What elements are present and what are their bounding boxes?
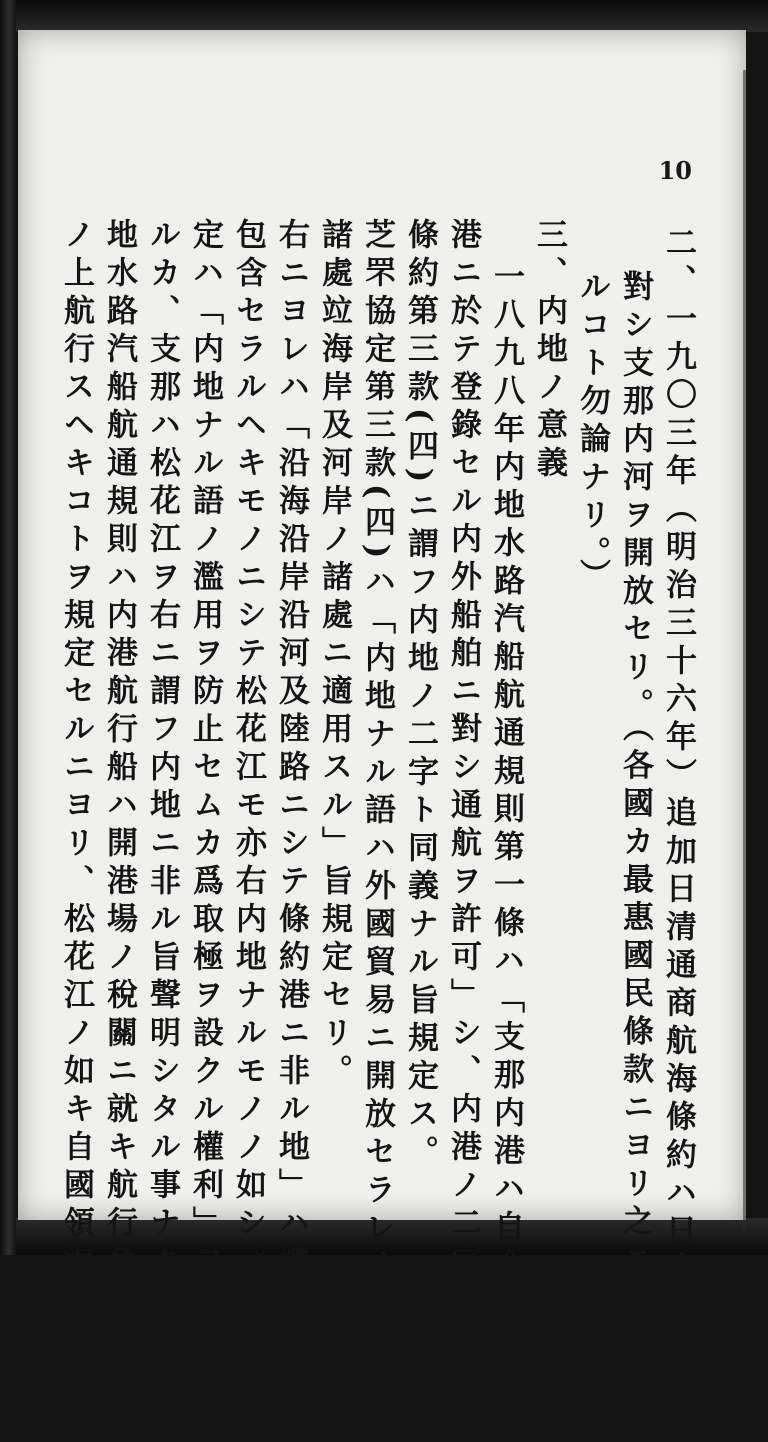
text-column-12: 定ハ「内地ナル語ノ濫用ヲ防止セムカ爲取極ヲ設クル權利」ヲ留保セ: [187, 218, 223, 1396]
text-column-11: 包含セラルヘキモノニシテ松花江モ亦右内地ナルモノノ如シ。芝罘協: [230, 218, 266, 1396]
text-column-10: 右ニヨレハ「沿海沿岸沿河及陸路ニシテ條約港ニ非ル地」ハ總テ之ニ: [273, 218, 309, 1396]
page-number: 10: [658, 156, 692, 185]
text-column-3: ルコト勿論ナリ。）: [574, 270, 610, 597]
text-column-15: ノ上航行スヘキコトヲ規定セルニヨリ、松花江ノ如キ自國領海ニ放流: [58, 218, 94, 1396]
text-column-9: 諸處竝海岸及河岸ノ諸處ニ適用スル」旨規定セリ。: [316, 218, 352, 1092]
text-column-13: ルカ、支那ハ松花江ヲ右ニ謂フ内地ニ非ル旨聲明シタル事ナク、且内: [144, 218, 180, 1396]
text-column-14: 地水路汽船航通規則ハ内港航行船ハ開港場ノ稅關ニ就キ航行免狀受領: [101, 218, 137, 1396]
text-column-8: 芝罘協定第三款(四)ハ「内地ナル語ハ外國貿易ニ開放セラレサル内地ノ: [359, 218, 395, 1440]
text-column-5: 一八九八年内地水路汽船航通規則第一條ハ「支那内港ハ自今特ニ通商: [488, 260, 524, 1438]
text-column-7: 條約第三款(四)ニ謂フ内地ノ二字ト同義ナル旨規定ス。: [402, 218, 438, 1174]
document-page: [18, 30, 746, 1442]
page-fold-line: [743, 70, 746, 1230]
book-spine-edge: [0, 0, 16, 1255]
text-column-6: 港ニ於テ登錄セル内外船舶ニ對シ通航ヲ許可」シ、内港ノ二字ハ芝罘: [445, 218, 481, 1396]
section-heading: 三、内地ノ意義: [531, 218, 567, 484]
text-column-2: 對シ支那内河ヲ開放セリ。（各國カ最惠國民條款ニヨリ之ニ均霑ス: [617, 270, 653, 1395]
scan-top-edge: [0, 0, 768, 32]
text-column-1: 二、一九〇三年（明治三十六年）追加日清通商航海條約ハ日本國汽船ニ: [660, 226, 696, 1442]
